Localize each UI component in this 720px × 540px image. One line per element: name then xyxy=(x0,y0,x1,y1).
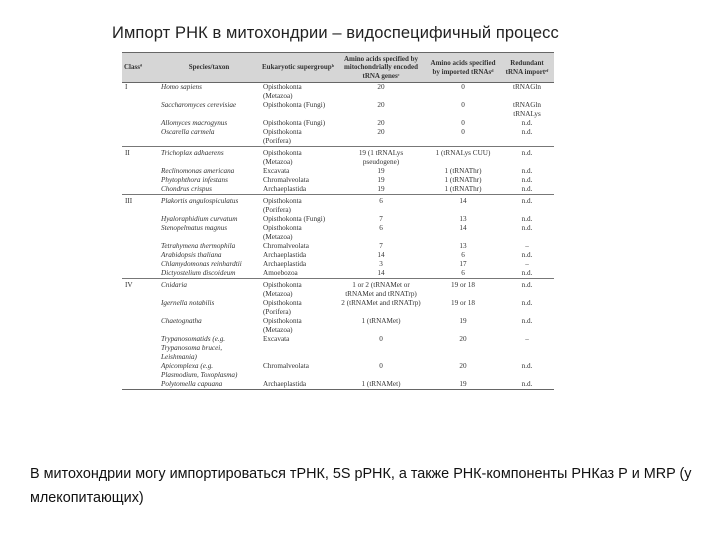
cell-redundant: tRNAGln xyxy=(513,83,541,92)
table-row xyxy=(122,167,554,176)
cell-class xyxy=(122,92,158,101)
cell-class xyxy=(122,224,158,233)
cell-redundant xyxy=(500,308,554,317)
cell-supergroup: Opisthokonta xyxy=(263,299,302,308)
table-row xyxy=(122,371,554,380)
cell-redundant: n.d. xyxy=(521,299,533,308)
cell-redundant: n.d. xyxy=(521,176,533,185)
cell-species: Plasmodium, Toxoplasma) xyxy=(161,371,238,380)
table-row xyxy=(122,128,554,137)
cell-redundant xyxy=(500,371,554,380)
cell-class xyxy=(122,110,158,119)
cell-encoded: 19 xyxy=(377,167,385,176)
cell-encoded: 7 xyxy=(379,215,383,224)
cell-supergroup xyxy=(260,344,336,353)
cell-supergroup: Archaeplastida xyxy=(263,251,307,260)
table-row xyxy=(122,299,554,308)
cell-imported: 17 xyxy=(459,260,467,269)
cell-imported xyxy=(426,92,500,101)
cell-class: IV xyxy=(122,279,158,291)
cell-species: Allomyces macrogynus xyxy=(161,119,228,128)
cell-imported: 19 or 18 xyxy=(451,299,475,308)
cell-species: Chlamydomonas reinhardtii xyxy=(161,260,242,269)
cell-redundant: n.d. xyxy=(521,119,533,128)
table-row xyxy=(122,335,554,344)
cell-species xyxy=(158,110,260,119)
cell-supergroup: Opisthokonta (Fungi) xyxy=(263,215,326,224)
cell-imported xyxy=(426,290,500,299)
cell-encoded: 3 xyxy=(379,260,383,269)
cell-encoded xyxy=(336,326,426,335)
cell-encoded: 7 xyxy=(379,242,383,251)
cell-redundant: n.d. xyxy=(500,147,554,159)
cell-supergroup: Opisthokonta xyxy=(260,147,336,159)
cell-species xyxy=(158,308,260,317)
cell-supergroup xyxy=(260,110,336,119)
cell-species: Cnidaria xyxy=(158,279,260,291)
table-row xyxy=(122,326,554,335)
cell-imported: 6 xyxy=(461,251,465,260)
cell-class xyxy=(122,380,158,390)
cell-class xyxy=(122,101,158,110)
cell-redundant: n.d. xyxy=(521,185,533,194)
cell-encoded xyxy=(336,92,426,101)
cell-class xyxy=(122,176,158,185)
cell-class xyxy=(122,371,158,380)
table-row xyxy=(122,233,554,242)
cell-species xyxy=(158,137,260,147)
cell-encoded: 2 (tRNAMet and tRNATrp) xyxy=(341,299,421,308)
table-row xyxy=(122,308,554,317)
col-header-species: Species/taxon xyxy=(158,53,260,83)
cell-redundant: n.d. xyxy=(500,380,554,390)
cell-imported: 0 xyxy=(461,83,465,92)
cell-imported xyxy=(426,308,500,317)
cell-redundant xyxy=(500,290,554,299)
cell-redundant xyxy=(500,92,554,101)
cell-encoded xyxy=(336,206,426,215)
cell-supergroup: (Porifera) xyxy=(263,308,291,317)
cell-encoded xyxy=(336,137,426,147)
cell-species xyxy=(158,233,260,242)
cell-encoded: 19 xyxy=(377,176,385,185)
cell-redundant: – xyxy=(525,260,529,269)
cell-imported: 20 xyxy=(459,362,467,371)
table-header-row xyxy=(122,53,554,83)
table-row xyxy=(122,110,554,119)
table-row xyxy=(122,251,554,260)
cell-class xyxy=(122,233,158,242)
cell-imported xyxy=(426,326,500,335)
cell-redundant: n.d. xyxy=(521,362,533,371)
col-header-redundant: Redundant tRNA importᵉᶠ xyxy=(500,53,554,83)
cell-encoded: 0 xyxy=(379,362,383,371)
cell-imported: 1 (tRNAThr) xyxy=(444,167,482,176)
cell-class xyxy=(122,344,158,353)
cell-species xyxy=(158,326,260,335)
cell-imported: 19 xyxy=(459,317,467,326)
cell-supergroup: Opisthokonta xyxy=(263,317,302,326)
cell-supergroup: (Metazoa) xyxy=(263,233,293,242)
cell-encoded: 1 (tRNAMet) xyxy=(361,317,401,326)
cell-redundant: n.d. xyxy=(521,269,533,278)
cell-supergroup: (Metazoa) xyxy=(263,158,293,167)
cell-species xyxy=(158,290,260,299)
cell-supergroup: Opisthokonta xyxy=(263,224,302,233)
cell-class xyxy=(122,308,158,317)
cell-class xyxy=(122,353,158,362)
cell-imported: 19 or 18 xyxy=(426,279,500,291)
cell-imported: 14 xyxy=(426,195,500,207)
caption-text: В митохондрии могу импортироваться тРНК, 5S рРНК, а также РНК-компоненты РНКаз Р и MRP (у млекопитающих) xyxy=(30,466,692,506)
cell-imported: 6 xyxy=(461,269,465,278)
cell-redundant: n.d. xyxy=(521,167,533,176)
cell-class xyxy=(122,167,158,176)
cell-encoded xyxy=(336,308,426,317)
cell-redundant: tRNAGln xyxy=(513,101,541,110)
cell-imported: 13 xyxy=(459,242,467,251)
cell-supergroup: Excavata xyxy=(263,167,290,176)
cell-class xyxy=(122,158,158,167)
cell-species: Saccharomyces cerevisiae xyxy=(161,101,237,110)
cell-species: Trypanosoma brucei, xyxy=(161,344,223,353)
cell-redundant: – xyxy=(525,335,529,344)
cell-imported xyxy=(426,233,500,242)
cell-supergroup: (Porifera) xyxy=(263,206,291,215)
col-header-class: Classª xyxy=(122,53,158,83)
slide-title: Импорт РНК в митохондрии – видоспецифичный процесс xyxy=(112,24,559,42)
cell-encoded: 19 (1 tRNALys xyxy=(336,147,426,159)
cell-class xyxy=(122,269,158,279)
cell-encoded: pseudogene) xyxy=(362,158,400,167)
cell-encoded xyxy=(336,233,426,242)
table-row xyxy=(122,380,554,390)
cell-imported xyxy=(426,158,500,167)
cell-encoded xyxy=(336,371,426,380)
cell-class xyxy=(122,290,158,299)
cell-encoded: 19 xyxy=(377,185,385,194)
cell-redundant: tRNALys xyxy=(513,110,541,119)
cell-imported: 0 xyxy=(461,119,465,128)
cell-supergroup: Opisthokonta (Fungi) xyxy=(263,119,326,128)
cell-species: Plakortis angulospiculatus xyxy=(158,195,260,207)
cell-supergroup: (Metazoa) xyxy=(263,326,293,335)
table-row xyxy=(122,83,554,93)
cell-species xyxy=(158,158,260,167)
cell-encoded: 20 xyxy=(377,83,385,92)
cell-encoded: 20 xyxy=(377,128,385,137)
cell-redundant xyxy=(500,158,554,167)
cell-species: Oscarella carmela xyxy=(161,128,215,137)
cell-encoded: tRNAMet and tRNATrp) xyxy=(345,290,417,299)
cell-species: Dictyostelium discoideum xyxy=(161,269,236,278)
cell-supergroup: (Porifera) xyxy=(263,137,291,146)
cell-imported xyxy=(426,353,500,362)
trna-import-table xyxy=(122,52,554,445)
cell-imported xyxy=(426,206,500,215)
table-row xyxy=(122,119,554,128)
cell-supergroup: Amoebozoa xyxy=(263,269,298,278)
cell-encoded: 1 (tRNAMet) xyxy=(336,380,426,390)
cell-class xyxy=(122,299,158,308)
table-row xyxy=(122,137,554,147)
cell-imported: 1 (tRNALys CUU) xyxy=(426,147,500,159)
cell-encoded: 14 xyxy=(377,269,385,278)
cell-species: Leishmania) xyxy=(161,353,197,362)
cell-imported xyxy=(426,371,500,380)
cell-encoded: 20 xyxy=(377,101,385,110)
table-row xyxy=(122,290,554,299)
cell-supergroup: Archaeplastida xyxy=(260,380,336,390)
table-row xyxy=(122,242,554,251)
table-row xyxy=(122,195,554,207)
cell-encoded xyxy=(336,110,426,119)
cell-encoded xyxy=(336,353,426,362)
cell-redundant xyxy=(500,206,554,215)
cell-class xyxy=(122,242,158,251)
cell-class xyxy=(122,362,158,371)
cell-supergroup: Opisthokonta xyxy=(263,128,302,137)
cell-redundant: n.d. xyxy=(500,195,554,207)
cell-supergroup: Opisthokonta xyxy=(260,279,336,291)
cell-class: II xyxy=(122,147,158,159)
cell-class xyxy=(122,128,158,137)
cell-imported: 13 xyxy=(459,215,467,224)
cell-species: Tetrahymena thermophila xyxy=(161,242,236,251)
cell-species xyxy=(158,92,260,101)
cell-species: Hyaloraphidium curvatum xyxy=(161,215,238,224)
cell-species: Chaetognatha xyxy=(161,317,202,326)
cell-class xyxy=(122,251,158,260)
cell-species: Homo sapiens xyxy=(161,83,202,92)
cell-redundant xyxy=(500,344,554,353)
cell-supergroup: Opisthokonta xyxy=(263,83,302,92)
cell-supergroup xyxy=(260,371,336,380)
cell-species xyxy=(158,206,260,215)
cell-redundant: n.d. xyxy=(521,251,533,260)
cell-supergroup: Opisthokonta xyxy=(260,195,336,207)
cell-supergroup: Archaeplastida xyxy=(263,260,307,269)
cell-encoded xyxy=(336,344,426,353)
cell-imported: 1 (tRNAThr) xyxy=(444,176,482,185)
table-row xyxy=(122,344,554,353)
table-row xyxy=(122,269,554,279)
cell-imported xyxy=(426,344,500,353)
cell-supergroup: Archaeplastida xyxy=(263,185,307,194)
cell-supergroup: Chromalveolata xyxy=(263,176,309,185)
col-header-supergroup: Eukaryotic supergroupᵇ xyxy=(260,53,336,83)
cell-species: Trichoplax adhaerens xyxy=(158,147,260,159)
cell-supergroup: Excavata xyxy=(263,335,290,344)
cell-imported xyxy=(426,110,500,119)
table-row xyxy=(122,353,554,362)
cell-redundant: n.d. xyxy=(521,128,533,137)
cell-species: Apicomplexa (e.g. xyxy=(161,362,214,371)
cell-species: Reclinomonas americana xyxy=(161,167,235,176)
cell-encoded: 1 or 2 (tRNAMet or xyxy=(336,279,426,291)
cell-redundant: n.d. xyxy=(500,279,554,291)
cell-species: Trypanosomatids (e.g. xyxy=(161,335,226,344)
cell-class xyxy=(122,206,158,215)
table-row xyxy=(122,260,554,269)
cell-class xyxy=(122,317,158,326)
cell-species: Phytophthora infestans xyxy=(161,176,228,185)
cell-supergroup: Chromalveolata xyxy=(263,362,309,371)
cell-supergroup: (Metazoa) xyxy=(263,92,293,101)
cell-encoded: 14 xyxy=(377,251,385,260)
cell-class: III xyxy=(122,195,158,207)
cell-species: Chondrus crispus xyxy=(161,185,212,194)
col-header-imported: Amino acids specified by imported tRNAsᵈ xyxy=(426,53,500,83)
cell-redundant xyxy=(500,326,554,335)
cell-redundant: – xyxy=(525,242,529,251)
cell-class xyxy=(122,335,158,344)
cell-redundant xyxy=(500,137,554,147)
cell-class xyxy=(122,326,158,335)
cell-supergroup: Chromalveolata xyxy=(263,242,309,251)
cell-encoded: 20 xyxy=(377,119,385,128)
cell-imported: 20 xyxy=(459,335,467,344)
table-row xyxy=(122,215,554,224)
cell-class xyxy=(122,260,158,269)
cell-species: Polytomella capuana xyxy=(158,380,260,390)
cell-imported: 0 xyxy=(461,101,465,110)
cell-encoded: 6 xyxy=(336,195,426,207)
cell-class: I xyxy=(125,83,128,92)
cell-imported: 0 xyxy=(461,128,465,137)
col-header-encoded: Amino acids specified by mitochondrially encoded tRNA genesᶜ xyxy=(336,53,426,83)
cell-imported: 19 xyxy=(426,380,500,390)
table-row xyxy=(122,362,554,371)
table-row xyxy=(122,206,554,215)
cell-species: Stenopelmatus magnus xyxy=(161,224,228,233)
table-row xyxy=(122,176,554,185)
cell-species: Igernella notabilis xyxy=(161,299,215,308)
cell-supergroup xyxy=(260,353,336,362)
table-row xyxy=(122,317,554,326)
cell-redundant: n.d. xyxy=(521,224,533,233)
cell-redundant xyxy=(500,233,554,242)
data-table xyxy=(122,52,554,390)
cell-imported: 14 xyxy=(459,224,467,233)
cell-supergroup: (Metazoa) xyxy=(263,290,293,299)
table-row xyxy=(122,224,554,233)
cell-class xyxy=(122,215,158,224)
cell-encoded: 0 xyxy=(379,335,383,344)
table-row xyxy=(122,158,554,167)
cell-class xyxy=(122,119,158,128)
cell-redundant: n.d. xyxy=(521,317,533,326)
cell-species: Arabidopsis thaliana xyxy=(161,251,222,260)
cell-class xyxy=(122,185,158,195)
table-row xyxy=(122,92,554,101)
cell-encoded: 6 xyxy=(379,224,383,233)
cell-class xyxy=(122,137,158,147)
cell-imported: 1 (tRNAThr) xyxy=(444,185,482,194)
cell-supergroup: Opisthokonta (Fungi) xyxy=(263,101,326,110)
table-row xyxy=(122,147,554,159)
table-row xyxy=(122,279,554,291)
table-row xyxy=(122,185,554,195)
cell-redundant: n.d. xyxy=(521,215,533,224)
cell-redundant xyxy=(500,353,554,362)
table-row xyxy=(122,101,554,110)
cell-imported xyxy=(426,137,500,147)
